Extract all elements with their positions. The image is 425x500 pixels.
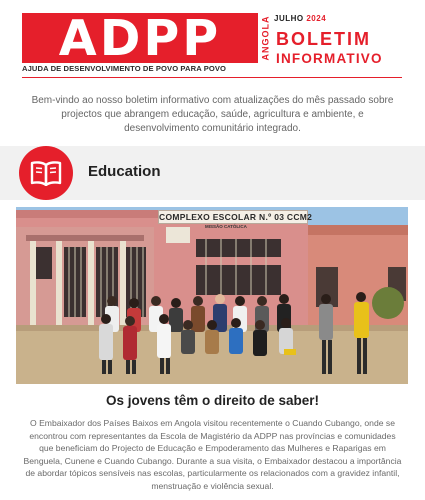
logo-country-text: ANGOLA [260, 15, 270, 61]
issue-date [274, 14, 326, 23]
intro-text: Bem-vindo ao nosso boletim informativo com atualizações do mês passado sobre projectos que abrangem educação, saúde, agricultura e ambiente, e desenvolvimento comunitário integrado. [31, 95, 394, 134]
issue-month: JULHO [274, 14, 304, 23]
logo-text: ADPP [58, 9, 222, 67]
newsletter-title-line2: INFORMATIVO [276, 51, 383, 66]
newsletter-header [0, 0, 425, 86]
school-sign: COMPLEXO ESCOLAR N.º 03 CCM2 [159, 212, 313, 222]
article-body: O Embaixador dos Países Baixos em Angola visitou recentemente o Cuando Cubango, onde se encontrou com representantes da Escola de Magistério da ADPP nas províncias e comunidades que beneficiam do Projecto de Educação e Empoderamento das Mulheres e Raparigas em Benguela, Cunene e Cuando Cubango. Durante a sua visita, o Embaixador destacou a importância de abordar tópicos sensíveis nas escolas, particularmente os relacionados com a gravidez infantil, menstruação e violência sexual. [23, 418, 402, 491]
article-photo [16, 207, 408, 384]
logo-country [258, 13, 272, 63]
adpp-logo [22, 9, 258, 67]
newsletter-title-line1: BOLETIM [276, 29, 371, 49]
open-book-icon [19, 146, 73, 200]
school-sign-subtext: MISSÃO CATÓLICA [205, 224, 247, 229]
header-divider [22, 77, 402, 78]
article-title: Os jovens têm o direito de saber! [105, 393, 320, 408]
logo-tagline: AJUDA DE DESENVOLVIMENTO DE POVO PARA POVO [22, 64, 227, 73]
section-title: Education [88, 163, 161, 180]
issue-year: 2024 [306, 14, 327, 23]
